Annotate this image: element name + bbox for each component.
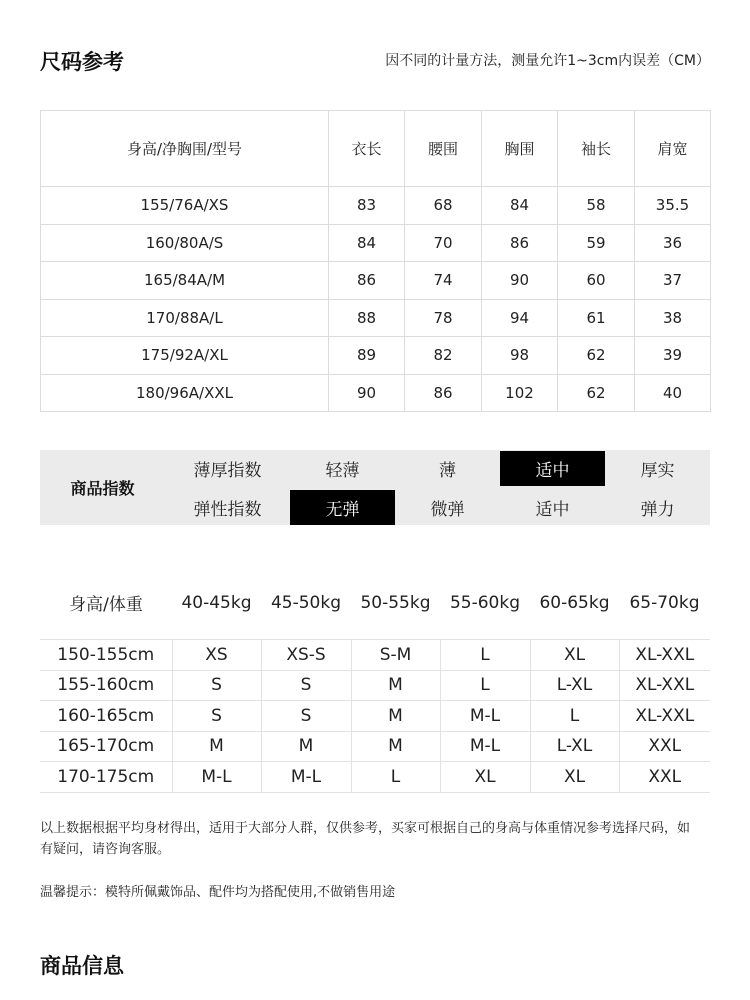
table-cell: 38	[635, 299, 711, 337]
table-cell: 78	[405, 299, 482, 337]
table-cell: M	[261, 731, 351, 762]
table-cell: L	[530, 701, 619, 732]
header-cell: 腰围	[405, 111, 482, 187]
table-cell: XL	[530, 640, 619, 671]
table-cell: M-L	[261, 762, 351, 793]
table-cell: 60	[558, 262, 635, 300]
table-cell: 150-155cm	[40, 640, 172, 671]
size-chart-table	[40, 110, 711, 412]
table-cell: 89	[329, 337, 405, 375]
table-cell: S	[261, 670, 351, 701]
table-cell: XXL	[619, 731, 710, 762]
size-table-header-row	[41, 111, 711, 187]
table-cell: XL-XXL	[619, 670, 710, 701]
table-cell: M-L	[440, 731, 530, 762]
table-cell: 102	[482, 374, 558, 412]
table-cell: 155-160cm	[40, 670, 172, 701]
table-cell: XL	[440, 762, 530, 793]
table-cell: 68	[405, 187, 482, 225]
table-cell: S	[261, 701, 351, 732]
table-cell: 70	[405, 224, 482, 262]
table-row	[41, 224, 711, 262]
disclaimer-text: 以上数据根据平均身材得出，适用于大部分人群，仅供参考，买家可根据自己的身高与体重情况参考选择尺码，如有疑问，请咨询客服。	[40, 821, 691, 857]
table-cell: M	[351, 701, 440, 732]
table-cell: 37	[635, 262, 711, 300]
header-cell: 身高/净胸围/型号	[41, 111, 329, 187]
table-cell: 98	[482, 337, 558, 375]
table-row	[40, 762, 710, 793]
table-cell: 62	[558, 337, 635, 375]
elasticity-option: 微弹	[430, 500, 465, 520]
table-cell: S-M	[351, 640, 440, 671]
table-row	[41, 374, 711, 412]
table-cell: L-XL	[530, 731, 619, 762]
table-cell: 59	[558, 224, 635, 262]
elasticity-option: 适中	[535, 500, 570, 520]
elasticity-option: 弹力	[640, 500, 675, 520]
table-cell: 86	[405, 374, 482, 412]
weight-chart-header	[40, 580, 710, 625]
table-cell: XS	[172, 640, 261, 671]
product-index-panel	[40, 450, 710, 525]
header-cell: 65-70kg	[629, 592, 700, 613]
table-cell: XS-S	[261, 640, 351, 671]
table-cell: M	[351, 670, 440, 701]
header-cell: 肩宽	[635, 111, 711, 187]
elasticity-index-row	[165, 490, 710, 525]
table-cell: S	[172, 701, 261, 732]
table-cell: XL	[530, 762, 619, 793]
table-cell: 39	[635, 337, 711, 375]
table-row	[40, 701, 710, 732]
thickness-option: 轻薄	[325, 461, 360, 481]
table-cell: 170-175cm	[40, 762, 172, 793]
product-index-label: 商品指数	[70, 479, 135, 498]
table-cell: L	[351, 762, 440, 793]
table-cell: 88	[329, 299, 405, 337]
table-cell: M	[172, 731, 261, 762]
table-cell: 160-165cm	[40, 701, 172, 732]
header-cell: 55-60kg	[449, 592, 521, 613]
table-cell: 86	[482, 224, 558, 262]
table-cell: 36	[635, 224, 711, 262]
table-row	[40, 640, 710, 671]
table-cell: S	[172, 670, 261, 701]
table-cell: XXL	[619, 762, 710, 793]
table-cell: L	[440, 670, 530, 701]
table-row	[41, 262, 711, 300]
table-row	[41, 337, 711, 375]
table-cell: M-L	[440, 701, 530, 732]
table-row	[41, 187, 711, 225]
header-cell: 衣长	[329, 111, 405, 187]
table-cell: 90	[329, 374, 405, 412]
table-cell: M	[351, 731, 440, 762]
header-cell: 50-55kg	[360, 592, 431, 613]
elasticity-option: 无弹	[290, 490, 395, 525]
tip-text: 温馨提示：模特所佩戴饰品、配件均为搭配使用,不做销售用途	[40, 885, 396, 900]
thickness-index-label: 薄厚指数	[193, 461, 262, 481]
header-cell: 身高/体重	[69, 595, 143, 615]
size-chart-title: 尺码参考	[40, 50, 124, 74]
table-cell: 62	[558, 374, 635, 412]
header-cell: 60-65kg	[539, 592, 610, 613]
elasticity-index-label: 弹性指数	[193, 500, 262, 520]
table-cell: 84	[329, 224, 405, 262]
table-cell: 170/88A/L	[41, 299, 329, 337]
measurement-note: 因不同的计量方法，测量允许1~3cm内误差（CM）	[385, 53, 710, 69]
table-row	[40, 670, 710, 701]
table-cell: XL-XXL	[619, 640, 710, 671]
table-row	[40, 731, 710, 762]
thickness-index-row	[165, 451, 710, 486]
table-cell: 82	[405, 337, 482, 375]
table-cell: XL-XXL	[619, 701, 710, 732]
table-cell: 74	[405, 262, 482, 300]
table-cell: 165/84A/M	[41, 262, 329, 300]
header-cell: 袖长	[558, 111, 635, 187]
table-cell: L-XL	[530, 670, 619, 701]
table-row	[41, 299, 711, 337]
thickness-option: 厚实	[640, 461, 675, 481]
thickness-option: 适中	[500, 451, 605, 486]
header-cell: 40-45kg	[181, 592, 252, 613]
table-cell: 90	[482, 262, 558, 300]
table-cell: 40	[635, 374, 711, 412]
header-cell: 45-50kg	[270, 592, 342, 613]
table-cell: 155/76A/XS	[41, 187, 329, 225]
table-cell: 61	[558, 299, 635, 337]
header-cell: 胸围	[482, 111, 558, 187]
table-cell: 84	[482, 187, 558, 225]
table-cell: 35.5	[635, 187, 711, 225]
product-info-title: 商品信息	[40, 954, 124, 978]
table-cell: 94	[482, 299, 558, 337]
table-cell: L	[440, 640, 530, 671]
table-cell: 160/80A/S	[41, 224, 329, 262]
weight-chart-table	[40, 639, 710, 793]
table-cell: 58	[558, 187, 635, 225]
table-cell: 175/92A/XL	[41, 337, 329, 375]
table-cell: 165-170cm	[40, 731, 172, 762]
table-cell: 86	[329, 262, 405, 300]
table-cell: M-L	[172, 762, 261, 793]
table-cell: 83	[329, 187, 405, 225]
table-cell: 180/96A/XXL	[41, 374, 329, 412]
thickness-option: 薄	[439, 461, 456, 481]
